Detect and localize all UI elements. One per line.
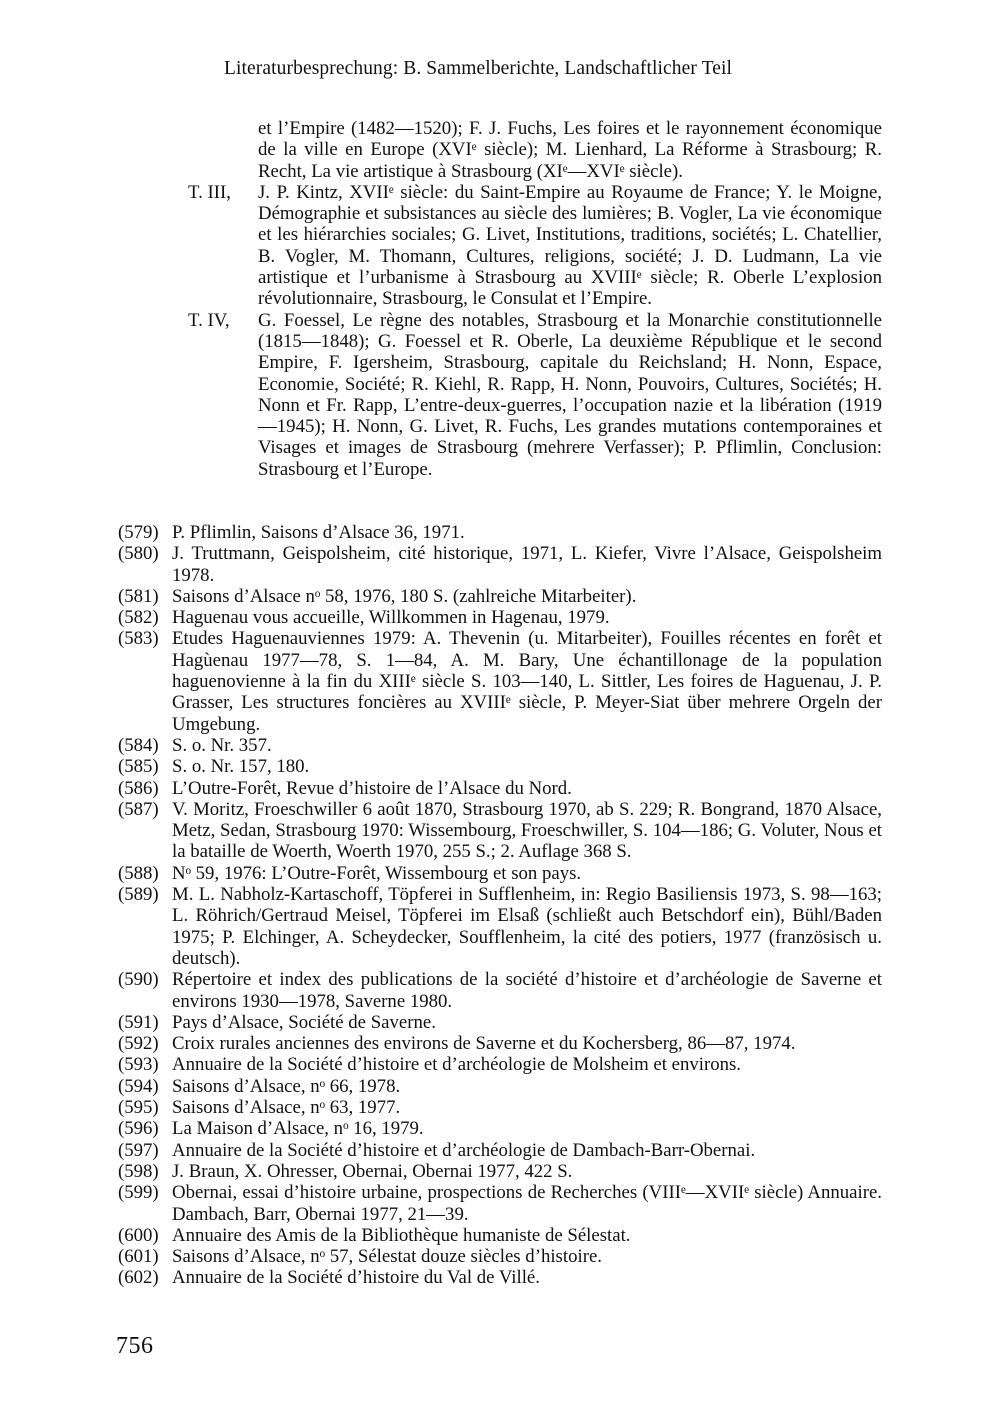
volume-contents: J. P. Kintz, XVIIᵉ siècle: du Saint-Empire au Royaume de France; Y. le Moigne, Démographie et subsistances au siècle des lumières; B. Vogler, La vie économique et les hiérarchies sociales; G. Livet, Institutions, traditions, sociétés; L. Chatellier, B. Vogler, M. Thomann, Cultures, religions, société; J. D. Ludmann, La vie artistique et l’urbanisme à Strasbourg au XVIIIᵉ siècle; R. Oberle L’explosion révolutionnaire, Strasbourg, le Consulat et l’Empire.	[258, 181, 882, 310]
footnote-text: S. o. Nr. 157, 180.	[172, 756, 310, 778]
volume-entry	[118, 182, 882, 310]
footnote-entry	[118, 799, 882, 863]
footnote-entry	[118, 1182, 882, 1225]
footnote-entry	[118, 1097, 882, 1118]
footnote-number: (602)	[118, 1267, 159, 1289]
footnote-entry	[118, 522, 882, 543]
footnote-text: Pays d’Alsace, Société de Saverne.	[172, 1011, 436, 1033]
footnote-number: (581)	[118, 585, 159, 607]
footnote-text: P. Pflimlin, Saisons d’Alsace 36, 1971.	[172, 522, 465, 543]
footnote-entry	[118, 1225, 882, 1246]
footnote-text: Annuaire des Amis de la Bibliothèque humaniste de Sélestat.	[172, 1224, 631, 1246]
footnote-number: (593)	[118, 1054, 159, 1076]
footnote-number: (587)	[118, 798, 159, 820]
volume-entry	[118, 310, 882, 480]
footnote-entry	[118, 1054, 882, 1075]
footnote-entry	[118, 1033, 882, 1054]
continued-bibliography	[118, 118, 882, 480]
footnote-number: (583)	[118, 628, 159, 650]
footnote-number: (590)	[118, 969, 159, 991]
footnote-entry	[118, 1012, 882, 1033]
footnote-number: (592)	[118, 1033, 159, 1055]
footnote-number: (598)	[118, 1160, 159, 1182]
running-header: Literaturbesprechung: B. Sammelberichte, Landschaftlicher Teil	[224, 58, 733, 79]
footnote-text: J. Truttmann, Geispolsheim, cité historique, 1971, L. Kiefer, Vivre l’Alsace, Geispolsheim 1978.	[172, 543, 882, 586]
footnote-text: L’Outre-Forêt, Revue d’histoire de l’Alsace du Nord.	[172, 777, 572, 799]
footnote-text: Saisons d’Alsace, nᵒ 66, 1978.	[172, 1075, 401, 1097]
footnote-number: (582)	[118, 607, 159, 629]
volume-contents: G. Foessel, Le règne des notables, Strasbourg et la Monarchie constitutionnelle (1815—1848); G. Foessel et R. Oberle, La deuxième République et le second Empire, F. Igersheim, Strasbourg, capitale du Reichsland; H. Nonn, Espace, Economie, Société; R. Kiehl, R. Rapp, H. Nonn, Pouvoirs, Cultures, Sociétés; H. Nonn et Fr. Rapp, L’entre-deux-guerres, l’occupation nazie et la libération (1919—1945); H. Nonn, G. Livet, R. Fuchs, Les grandes mutations contemporaines et Visages et images de Strasbourg (mehrere Verfasser); P. Pflimlin, Conclusion: Strasbourg et l’Europe.	[258, 309, 882, 480]
footnote-text: Obernai, essai d’histoire urbaine, prospections de Recherches (VIIIᵉ—XVIIᵉ siècle) Annuaire. Dambach, Barr, Obernai 1977, 21—39.	[172, 1182, 882, 1225]
footnote-entry	[118, 756, 882, 777]
footnote-entry	[118, 969, 882, 1012]
footnote-entry	[118, 735, 882, 756]
footnote-entry	[118, 778, 882, 799]
footnote-entry	[118, 1161, 882, 1182]
footnote-entry	[118, 1246, 882, 1267]
footnote-number: (588)	[118, 862, 159, 884]
footnote-text: J. Braun, X. Ohresser, Obernai, Obernai 1977, 422 S.	[172, 1160, 573, 1182]
footnote-entry	[118, 1267, 882, 1288]
footnote-text: Saisons d’Alsace, nᵒ 63, 1977.	[172, 1097, 401, 1119]
footnote-number: (586)	[118, 777, 159, 799]
volume-label: T. III,	[188, 181, 231, 203]
footnote-number: (600)	[118, 1224, 159, 1246]
footnote-text: Croix rurales anciennes des environs de Saverne et du Kochersberg, 86—87, 1974.	[172, 1033, 796, 1055]
footnote-entry	[118, 863, 882, 884]
page-number: 756	[116, 1333, 154, 1359]
footnote-text: Répertoire et index des publications de la société d’histoire et d’archéologie de Saverne et environs 1930—1978, Saverne 1980.	[172, 969, 882, 1012]
footnote-text: Haguenau vous accueille, Willkommen in Hagenau, 1979.	[172, 607, 610, 629]
footnote-text: Annuaire de la Société d’histoire et d’archéologie de Dambach-Barr-Obernai.	[172, 1139, 756, 1161]
footnote-number: (589)	[118, 884, 159, 906]
footnote-entry	[118, 607, 882, 628]
footnote-number: (579)	[118, 522, 159, 543]
footnote-text: La Maison d’Alsace, nᵒ 16, 1979.	[172, 1118, 424, 1140]
footnote-text: Annuaire de la Société d’histoire et d’archéologie de Molsheim et environs.	[172, 1054, 741, 1076]
footnote-number: (601)	[118, 1246, 159, 1268]
footnote-text: Etudes Haguenauviennes 1979: A. Thevenin (u. Mitarbeiter), Fouilles récentes en forêt et Hagùenau 1977—78, S. 1—84, A. M. Bary, Une échantillonage de la population haguenovienne à la fin du XIIIᵉ siècle S. 103—140, L. Sittler, Les foires de Haguenau, J. P. Grasser, Les structures foncières au XVIIIᵉ siècle, P. Meyer-Siat über mehrere Orgeln der Umgebung.	[172, 628, 882, 735]
footnote-entry	[118, 1140, 882, 1161]
footnote-entry	[118, 543, 882, 586]
footnote-text: M. L. Nabholz-Kartaschoff, Töpferei in Sufflenheim, in: Regio Basiliensis 1973, S. 98—163; L. Röhrich/Gertraud Meisel, Töpferei im Elsaß (schließt auch Betschdorf ein), Bühl/Baden 1975; P. Elchinger, A. Scheydecker, Soufflenheim, la cité des potiers, 1977 (französisch u. deutsch).	[172, 884, 882, 969]
footnote-list	[118, 522, 882, 1289]
footnote-entry	[118, 586, 882, 607]
footnote-entry	[118, 1076, 882, 1097]
footnote-number: (596)	[118, 1118, 159, 1140]
footnote-number: (584)	[118, 734, 159, 756]
footnote-number: (580)	[118, 543, 159, 565]
footnote-number: (599)	[118, 1182, 159, 1204]
footnote-entry	[118, 884, 882, 969]
footnote-text: Annuaire de la Société d’histoire du Val de Villé.	[172, 1267, 540, 1289]
footnote-text: V. Moritz, Froeschwiller 6 août 1870, Strasbourg 1970, ab S. 229; R. Bongrand, 1870 Alsace, Metz, Sedan, Strasbourg 1970: Wissembourg, Froeschwiller, S. 104—186; G. Voluter, Nous et la bataille de Woerth, Woerth 1970, 255 S.; 2. Auflage 368 S.	[172, 798, 882, 863]
footnote-number: (597)	[118, 1139, 159, 1161]
volume-label: T. IV,	[188, 309, 230, 331]
footnote-number: (594)	[118, 1075, 159, 1097]
footnote-number: (585)	[118, 756, 159, 778]
footnote-number: (591)	[118, 1011, 159, 1033]
footnote-text: Nᵒ 59, 1976: L’Outre-Forêt, Wissembourg et son pays.	[172, 862, 582, 884]
footnote-text: Saisons d’Alsace, nᵒ 57, Sélestat douze siècles d’histoire.	[172, 1246, 602, 1268]
footnote-entry	[118, 628, 882, 734]
footnote-text: Saisons d’Alsace nᵒ 58, 1976, 180 S. (zahlreiche Mitarbeiter).	[172, 585, 637, 607]
footnote-number: (595)	[118, 1097, 159, 1119]
footnote-entry	[118, 1118, 882, 1139]
footnote-text: S. o. Nr. 357.	[172, 734, 272, 756]
continuation-paragraph: et l’Empire (1482—1520); F. J. Fuchs, Les foires et le rayonnement économique de la ville en Europe (XVIᵉ siècle); M. Lienhard, La Réforme à Strasbourg; R. Recht, La vie artistique à Strasbourg (XIᵉ—XVIᵉ siècle).	[258, 118, 882, 182]
